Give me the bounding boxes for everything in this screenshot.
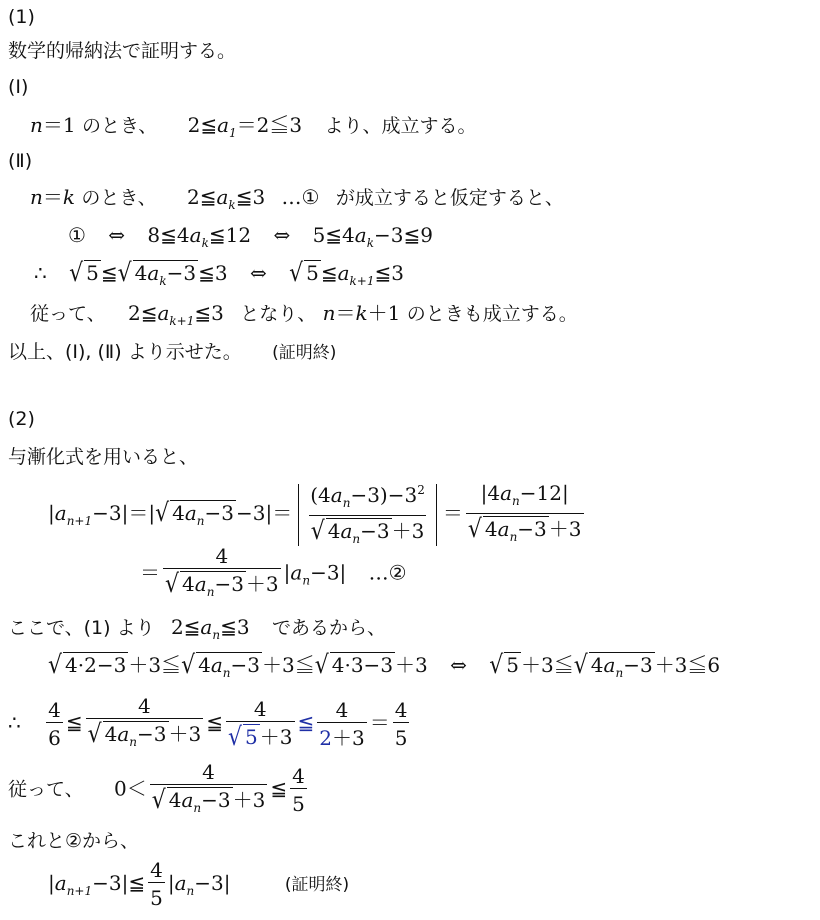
marker-1: …①: [281, 185, 320, 209]
with2-line: これと②から、: [8, 830, 140, 852]
therefore-line-2: ∴ $\frac{4}{6}$ ≦ $\frac{4}{√ 4a_n-3 +3}$ ≦ $\frac{4}{√ 5 +3}$ ≦ $\frac{4}{2+3}$ ＝ $\frac{4}{5}$: [8, 694, 412, 754]
part1-intro: 数学的帰納法で証明する。: [8, 40, 237, 62]
therefore-symbol-2: ∴: [8, 710, 21, 735]
conclude-a: 従って、: [30, 303, 106, 325]
recurrence-eq: $|a_{n+1}-3|=|√$ $4a_n-3 -3|=$ $\frac{(4a_n-3)-3^2}{√ 4a_n-3 +3}$ ＝ $\frac{|4a_n-12|}{√ 4a_n-3 +3}$: [48, 478, 587, 551]
hence-line: 従って、 0＜ $\frac{4}{√ 4a_n-3 +3}$ ≦ $\frac{4}{5}$: [8, 760, 310, 820]
closing-text: 以上、(Ⅰ), (Ⅱ) より示せた。: [8, 341, 242, 363]
final-ineq: $|a_{n+1}-3|≦$ $\frac{4}{5}$ $|a_n-3|$ (証明終): [48, 858, 350, 910]
step1-label: (Ⅰ): [8, 76, 29, 98]
step2-text-b: が成立すると仮定すると、: [335, 187, 564, 209]
step2-conclusion: 従って、 $2≦a_{k+1}≦3$ となり、 n＝k＋1 のときも成立する。: [30, 301, 578, 328]
since-line: ここで、(1) より $2≦a_n≦3$ であるから、: [8, 615, 386, 642]
conclude-b: となり、: [240, 303, 317, 325]
therefore-line-1: ∴ √ 5 ≦√ $4a_k-3$ ≦3 ⇔ √ 5 $≦a_{k+1}≦3$: [34, 260, 404, 294]
bound-chain: √ 4·2−3 ＋3≦√ $4a_n-3$ ＋3≦√ 4·3−3 ＋3 ⇔ √ 5 ＋3≦√ $4a_n-3$ ＋3≦6: [48, 652, 720, 685]
part1-closing: [8, 338, 336, 366]
part2-label: (2): [8, 408, 35, 430]
hence-text: 従って、: [8, 778, 84, 801]
equiv-line: ① ⇔ $8≦4a_k≦12$ ⇔ $5≦4a_k-3≦9$: [68, 223, 433, 250]
since-a: ここで、(1) より: [8, 617, 155, 639]
step1-line: n＝1 のとき、 $2≦a_1=2≦3$ より、成立する。: [30, 113, 477, 140]
step2-text-a: のとき、: [81, 187, 157, 209]
step2-label: (Ⅱ): [8, 150, 33, 172]
recurrence-eq-2: ＝ $\frac{4}{√ 4a_n-3 +3}$ $|a_n-3|$ …②: [140, 544, 407, 604]
step2-hypothesis: n＝k のとき、 $2≦a_k≦3$ …① が成立すると仮定すると、: [30, 185, 564, 212]
step1-text-b: より、成立する。: [324, 115, 477, 137]
part2-intro: 与漸化式を用いると、: [8, 446, 199, 468]
qed-2: (証明終): [284, 875, 350, 895]
part1-label: (1): [8, 6, 35, 28]
conclude-c: のときも成立する。: [406, 303, 578, 325]
ref-1: ①: [68, 223, 86, 247]
marker-2: …②: [368, 560, 407, 585]
step1-text-a: のとき、: [81, 115, 158, 137]
therefore-symbol: ∴: [34, 261, 47, 285]
qed-1: (証明終): [272, 343, 337, 363]
since-b: であるから、: [271, 617, 386, 639]
